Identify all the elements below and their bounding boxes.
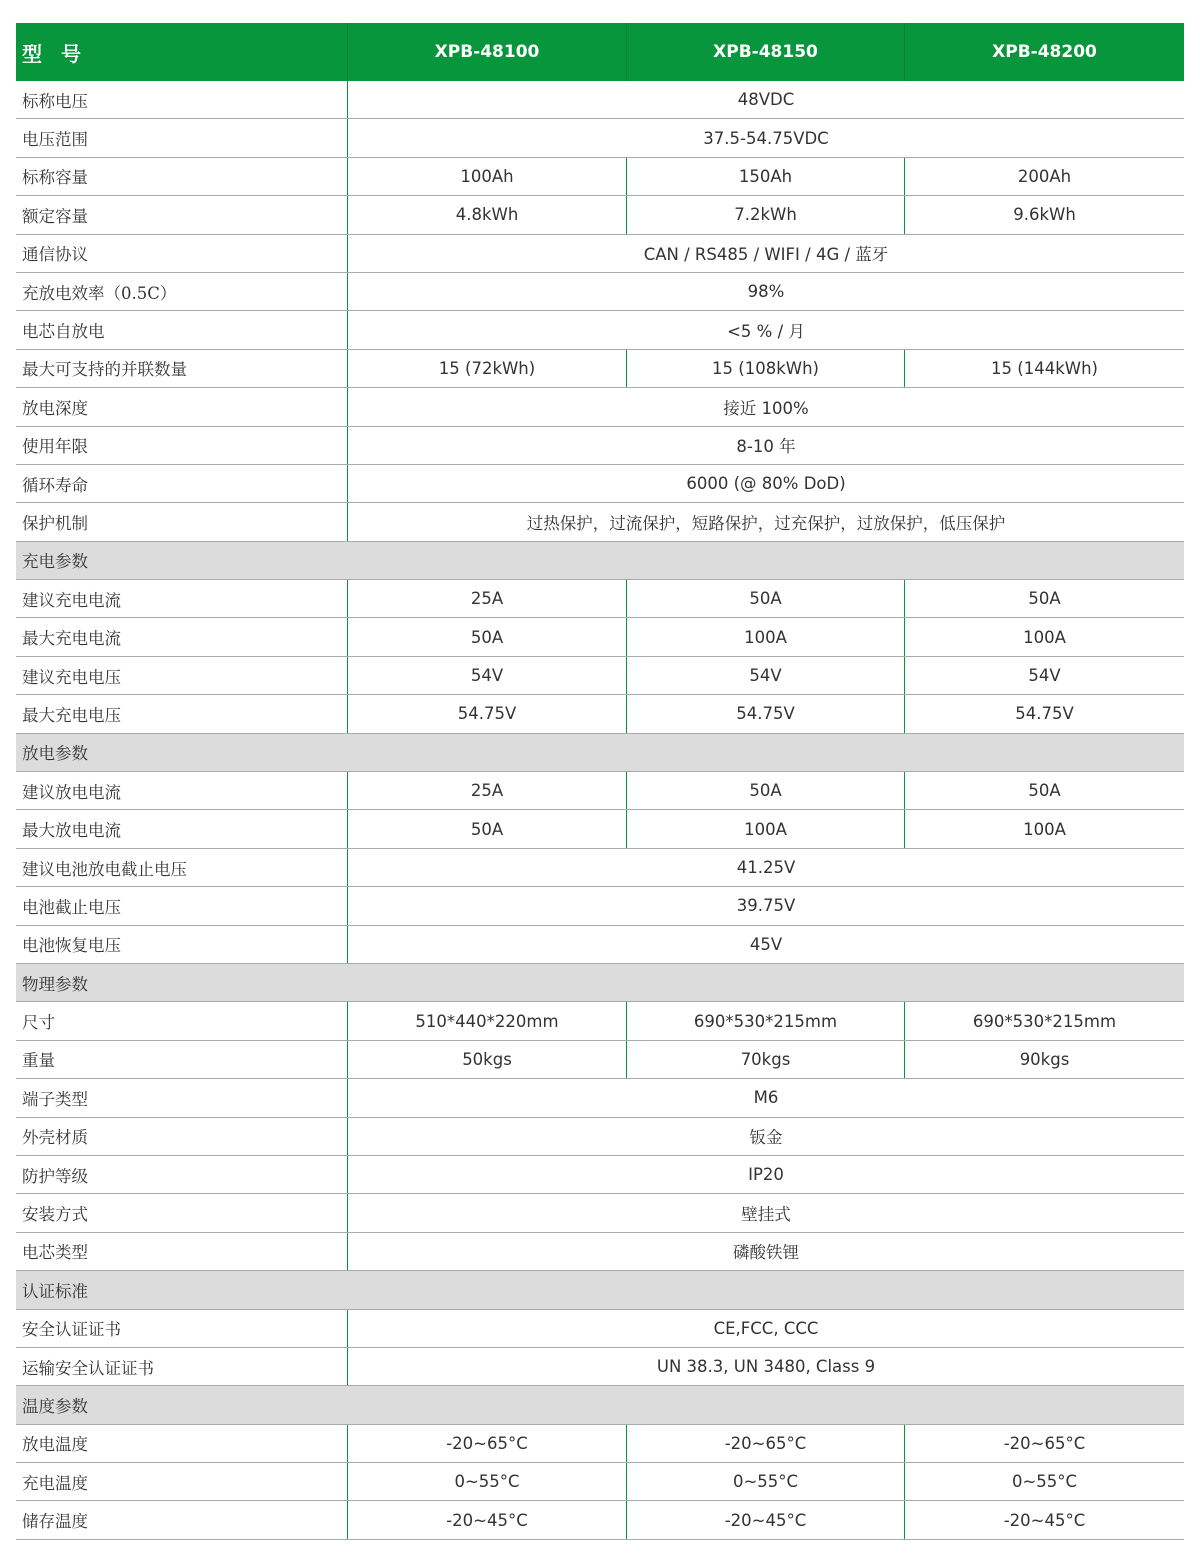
row-value-model-2: -20~65°C	[626, 1425, 904, 1462]
row-label: 防护等级	[22, 1166, 88, 1186]
row-label: 重量	[22, 1051, 55, 1071]
table-row	[16, 695, 1184, 733]
row-label: 充放电效率（0.5C）	[22, 283, 177, 303]
table-row	[16, 1501, 1184, 1539]
row-label: 电压范围	[22, 130, 88, 150]
section-header-row	[16, 1386, 1184, 1424]
row-value-model-1: -20~65°C	[347, 1425, 626, 1462]
row-value-model-1: 50A	[347, 810, 626, 847]
row-value-merged: 98%	[347, 273, 1184, 310]
table-row	[16, 273, 1184, 311]
row-value-merged: <5 % / 月	[347, 311, 1184, 348]
row-label: 通信协议	[22, 245, 88, 265]
row-value-model-3: 54V	[904, 657, 1184, 694]
table-row	[16, 657, 1184, 695]
row-label: 外壳材质	[22, 1128, 88, 1148]
row-value-model-3: 50A	[904, 772, 1184, 809]
row-value-model-1: 25A	[347, 580, 626, 617]
row-value-model-2: 50A	[626, 772, 904, 809]
row-value-model-3: 100A	[904, 618, 1184, 655]
table-row	[16, 1041, 1184, 1079]
section-title: 充电参数	[22, 552, 88, 572]
section-title: 温度参数	[22, 1396, 88, 1416]
row-value-model-2: 150Ah	[626, 158, 904, 195]
table-row	[16, 1463, 1184, 1501]
row-value-merged: 磷酸铁锂	[347, 1233, 1184, 1270]
row-label: 建议充电电流	[22, 590, 121, 610]
row-value-model-2: 100A	[626, 618, 904, 655]
row-label: 尺寸	[22, 1013, 55, 1033]
row-value-model-2: 50A	[626, 580, 904, 617]
spec-table	[16, 23, 1184, 1540]
row-value-model-3: -20~65°C	[904, 1425, 1184, 1462]
row-label: 放电温度	[22, 1435, 88, 1455]
table-row	[16, 849, 1184, 887]
row-value-merged: CAN / RS485 / WIFI / 4G / 蓝牙	[347, 235, 1184, 272]
row-value-model-3: 690*530*215mm	[904, 1002, 1184, 1039]
row-value-merged: 壁挂式	[347, 1194, 1184, 1231]
row-value-model-1: 4.8kWh	[347, 196, 626, 233]
row-value-model-1: 50A	[347, 618, 626, 655]
row-value-merged: 41.25V	[347, 849, 1184, 886]
row-value-model-1: 15 (72kWh)	[347, 350, 626, 387]
row-label: 安全认证证书	[22, 1320, 121, 1340]
row-label: 最大放电电流	[22, 821, 121, 841]
row-value-model-3: 0~55°C	[904, 1463, 1184, 1500]
row-value-model-2: 15 (108kWh)	[626, 350, 904, 387]
table-row	[16, 1118, 1184, 1156]
row-value-model-2: 7.2kWh	[626, 196, 904, 233]
row-label: 建议电池放电截止电压	[22, 859, 187, 879]
row-value-model-2: 70kgs	[626, 1041, 904, 1078]
table-row	[16, 618, 1184, 656]
table-row	[16, 350, 1184, 388]
table-row	[16, 1156, 1184, 1194]
row-value-model-2: 0~55°C	[626, 1463, 904, 1500]
table-row	[16, 1425, 1184, 1463]
table-row	[16, 388, 1184, 426]
table-row	[16, 1079, 1184, 1117]
table-row	[16, 158, 1184, 196]
table-row	[16, 81, 1184, 119]
row-value-model-3: 9.6kWh	[904, 196, 1184, 233]
row-label: 循环寿命	[22, 475, 88, 495]
section-title: 物理参数	[22, 974, 88, 994]
row-value-model-2: 690*530*215mm	[626, 1002, 904, 1039]
section-header-row	[16, 542, 1184, 580]
row-value-model-1: 100Ah	[347, 158, 626, 195]
row-label: 保护机制	[22, 513, 88, 533]
row-value-model-3: 90kgs	[904, 1041, 1184, 1078]
row-value-merged: 6000 (@ 80% DoD)	[347, 465, 1184, 502]
row-label: 最大充电电压	[22, 705, 121, 725]
row-label: 充电温度	[22, 1473, 88, 1493]
row-value-model-1: 25A	[347, 772, 626, 809]
row-value-model-2: 100A	[626, 810, 904, 847]
table-row	[16, 119, 1184, 157]
row-value-merged: 过热保护，过流保护，短路保护，过充保护，过放保护，低压保护	[347, 503, 1184, 540]
section-header-row	[16, 964, 1184, 1002]
row-value-model-2: 54.75V	[626, 695, 904, 732]
row-value-merged: IP20	[347, 1156, 1184, 1193]
row-label: 建议放电电流	[22, 782, 121, 802]
section-title: 放电参数	[22, 744, 88, 764]
row-value-merged: 45V	[347, 926, 1184, 963]
table-row	[16, 1310, 1184, 1348]
table-header-row	[16, 23, 1184, 81]
row-value-merged: 接近 100%	[347, 388, 1184, 425]
section-header-row	[16, 1271, 1184, 1309]
row-label: 储存温度	[22, 1512, 88, 1532]
table-row	[16, 810, 1184, 848]
row-label: 标称容量	[22, 168, 88, 188]
table-row	[16, 311, 1184, 349]
row-value-merged: UN 38.3, UN 3480, Class 9	[347, 1348, 1184, 1385]
row-value-merged: 钣金	[347, 1118, 1184, 1155]
table-row	[16, 196, 1184, 234]
table-row	[16, 427, 1184, 465]
header-model-xpb-48200: XPB-48200	[904, 23, 1184, 81]
row-value-merged: M6	[347, 1079, 1184, 1116]
row-value-model-3: 50A	[904, 580, 1184, 617]
table-row	[16, 772, 1184, 810]
row-value-model-1: 50kgs	[347, 1041, 626, 1078]
row-value-model-1: 510*440*220mm	[347, 1002, 626, 1039]
header-model-xpb-48150: XPB-48150	[626, 23, 904, 81]
row-value-model-3: 100A	[904, 810, 1184, 847]
table-row	[16, 1002, 1184, 1040]
row-value-merged: 37.5-54.75VDC	[347, 119, 1184, 156]
row-value-model-1: -20~45°C	[347, 1501, 626, 1538]
row-label: 额定容量	[22, 206, 88, 226]
row-label: 最大充电电流	[22, 629, 121, 649]
row-value-merged: 48VDC	[347, 81, 1184, 118]
row-value-model-3: 200Ah	[904, 158, 1184, 195]
table-row	[16, 926, 1184, 964]
table-row	[16, 465, 1184, 503]
table-row	[16, 1348, 1184, 1386]
row-label: 安装方式	[22, 1205, 88, 1225]
header-model-xpb-48100: XPB-48100	[347, 23, 626, 81]
table-row	[16, 503, 1184, 541]
row-label: 电芯类型	[22, 1243, 88, 1263]
row-label: 电池恢复电压	[22, 936, 121, 956]
row-value-merged: CE,FCC, CCC	[347, 1310, 1184, 1347]
header-model-label: 型 号	[22, 41, 87, 66]
row-label: 最大可支持的并联数量	[22, 360, 187, 380]
table-row	[16, 235, 1184, 273]
table-row	[16, 1194, 1184, 1232]
row-label: 标称电压	[22, 91, 88, 111]
row-label: 建议充电电压	[22, 667, 121, 687]
row-value-model-3: 54.75V	[904, 695, 1184, 732]
row-label: 运输安全认证证书	[22, 1358, 154, 1378]
row-label: 使用年限	[22, 437, 88, 457]
table-body	[16, 81, 1184, 1540]
table-row	[16, 1233, 1184, 1271]
section-title: 认证标准	[22, 1281, 88, 1301]
row-label: 放电深度	[22, 398, 88, 418]
section-header-row	[16, 734, 1184, 772]
row-label: 端子类型	[22, 1089, 88, 1109]
row-value-model-2: -20~45°C	[626, 1501, 904, 1538]
row-value-model-1: 54.75V	[347, 695, 626, 732]
row-value-model-1: 54V	[347, 657, 626, 694]
row-label: 电池截止电压	[22, 897, 121, 917]
row-value-model-3: 15 (144kWh)	[904, 350, 1184, 387]
row-value-merged: 39.75V	[347, 887, 1184, 924]
row-value-merged: 8-10 年	[347, 427, 1184, 464]
table-row	[16, 887, 1184, 925]
table-row	[16, 580, 1184, 618]
row-label: 电芯自放电	[22, 322, 105, 342]
row-value-model-2: 54V	[626, 657, 904, 694]
row-value-model-1: 0~55°C	[347, 1463, 626, 1500]
row-value-model-3: -20~45°C	[904, 1501, 1184, 1538]
